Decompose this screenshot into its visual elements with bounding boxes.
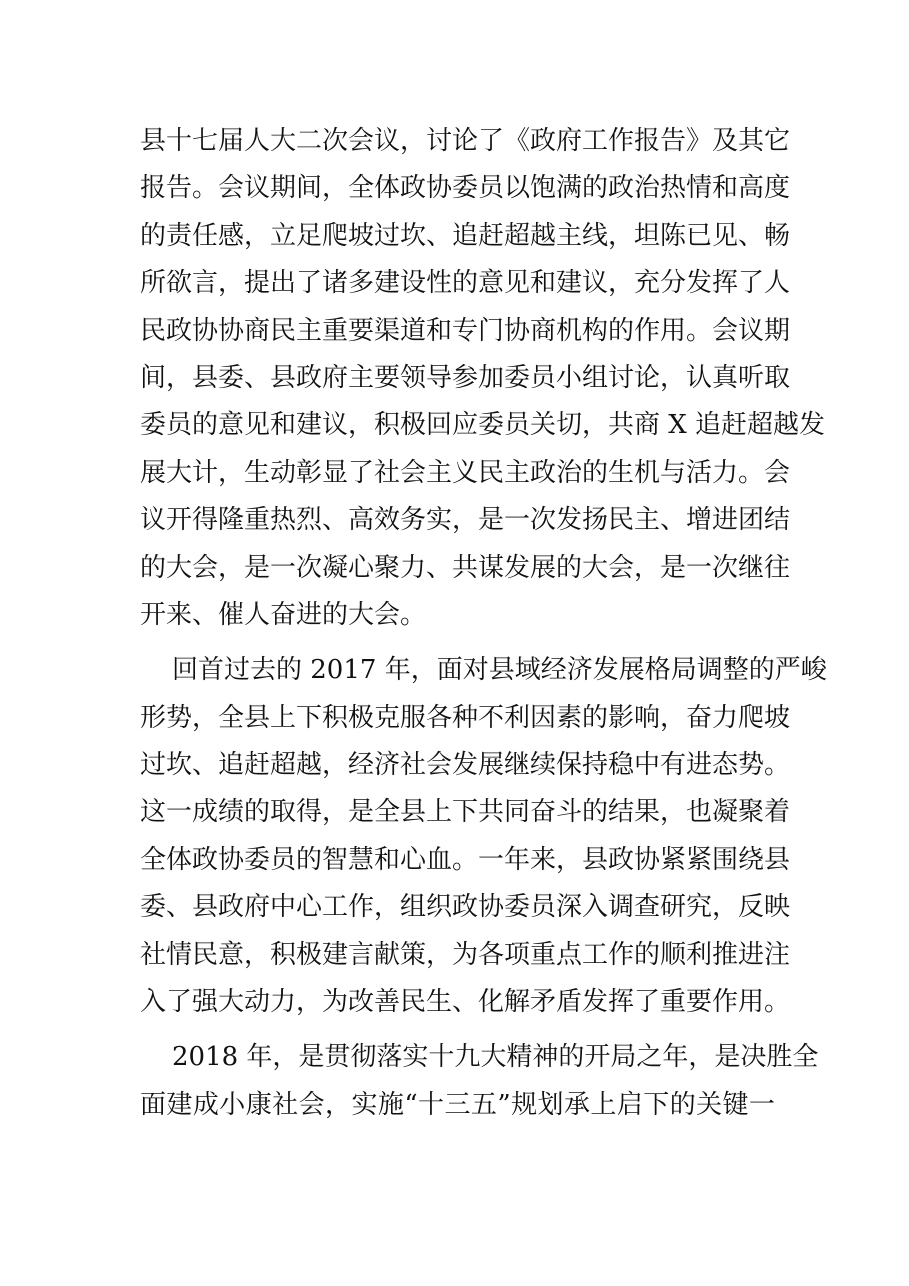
document-body [140,118,827,1129]
paragraph-3 [140,1034,819,1129]
text-line: 的责任感，立足爬坡过坎、追赶超越主线，坦陈已见、畅 [140,220,791,251]
text-line: 面建成小康社会，实施“十三五”规划承上启下的关键一 [140,1089,775,1120]
text-line: 县十七届人大二次会议，讨论了《政府工作报告》及其它 [140,126,791,156]
text-line: 这一成绩的取得，是全县上下共同奋斗的结果，也凝聚着 [140,797,791,828]
text-line: 委、县政府中心工作，组织政协委员深入调查研究，反映 [140,892,791,923]
text-line: 委员的意见和建议，积极回应委员关切，共商 X 追赶超越发 [140,410,826,441]
paragraph-2 [140,647,827,1026]
text-line: 开来、催人奋进的大会。 [140,599,427,630]
text-line: 报告。会议期间，全体政协委员以饱满的政治热情和高度 [140,173,791,204]
paragraph-1 [140,118,826,639]
text-line: 展大计，生动彰显了社会主义民主政治的生机与活力。会 [140,457,791,488]
text-line: 入了强大动力，为改善民生、化解矛盾发挥了重要作用。 [140,987,791,1018]
text-line: 民政协协商民主重要渠道和专门协商机构的作用。会议期 [140,315,791,346]
text-line: 形势，全县上下积极克服各种不利因素的影响，奋力爬坡 [140,702,791,733]
text-line: 间，县委、县政府主要领导参加委员小组讨论，认真听取 [140,362,791,393]
text-line: 2018 年，是贯彻落实十九大精神的开局之年，是决胜全 [172,1042,819,1073]
text-line: 所欲言，提出了诸多建设性的意见和建议，充分发挥了人 [140,268,791,299]
text-line: 的大会，是一次凝心聚力、共谋发展的大会，是一次继往 [140,552,791,583]
text-line: 议开得隆重热烈、高效务实，是一次发扬民主、增进团结 [140,505,791,536]
text-line: 社情民意，积极建言献策，为各项重点工作的顺利推进注 [140,939,791,970]
text-line: 回首过去的 2017 年，面对县域经济发展格局调整的严峻 [172,655,827,686]
text-line: 全体政协委员的智慧和心血。一年来，县政协紧紧围绕县 [140,844,791,875]
text-line: 过坎、追赶超越，经济社会发展继续保持稳中有进态势。 [140,750,791,781]
